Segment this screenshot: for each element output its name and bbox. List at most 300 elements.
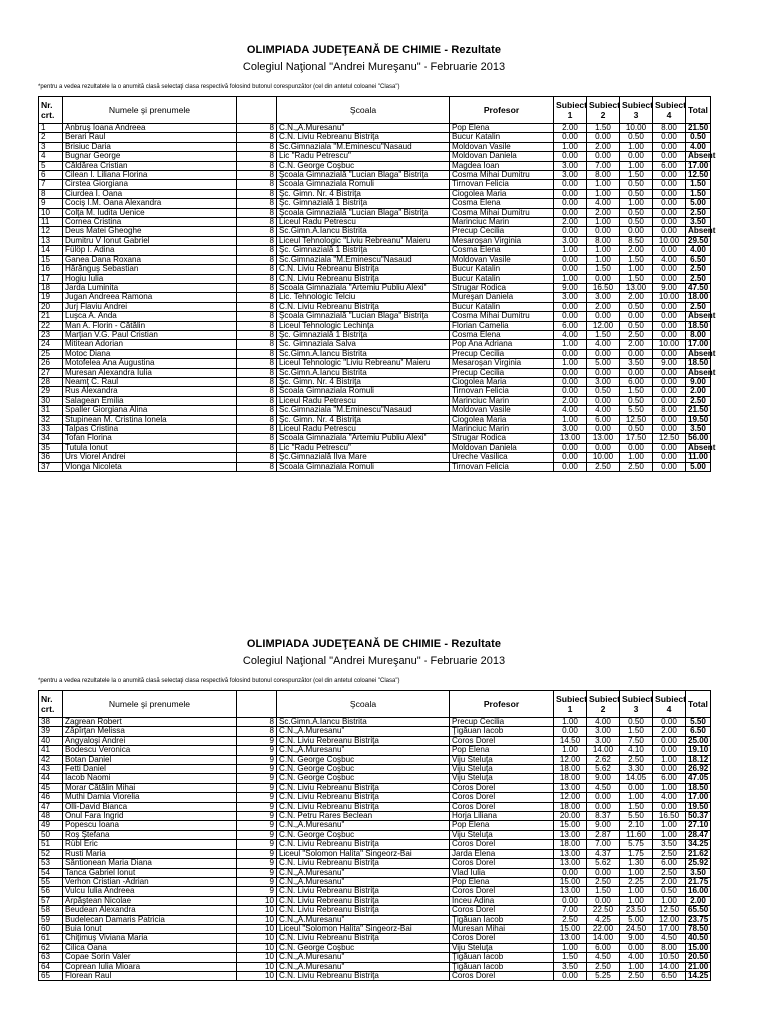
cell-teacher: Bucur Katalin: [450, 133, 554, 142]
cell-class: 9: [237, 812, 277, 821]
cell-school: Sc.Gimnaziala "M.Eminescu"Nasaud: [277, 142, 450, 151]
cell-school: Scoala Gimnaziala Romuli: [277, 180, 450, 189]
cell-subject-2: 2.87: [587, 830, 620, 839]
cell-name: Bugnar George: [63, 152, 237, 161]
cell-subject-4: 0.00: [653, 208, 686, 217]
cell-school: C.N. Liviu Rebreanu Bistriţa: [277, 840, 450, 849]
cell-subject-4: 1.00: [653, 783, 686, 792]
cell-subject-4: 1.00: [653, 755, 686, 764]
cell-class: 8: [237, 283, 277, 292]
cell-subject-2: 0.00: [587, 802, 620, 811]
cell-nr: 57: [39, 896, 63, 905]
cell-subject-1: 18.00: [554, 802, 587, 811]
cell-total: 27.10: [686, 821, 711, 830]
table-row: [39, 180, 711, 189]
cell-class: 9: [237, 755, 277, 764]
cell-nr: 18: [39, 283, 63, 292]
cell-school: Şcoala Gimnazială "Lucian Blaga" Bistriţa: [277, 208, 450, 217]
cell-name: Iacob Naomi: [63, 774, 237, 783]
cell-teacher: Mesaroşan Virginia: [450, 359, 554, 368]
cell-subject-2: 0.00: [587, 274, 620, 283]
cell-class: 8: [237, 189, 277, 198]
cell-class: 8: [237, 368, 277, 377]
cell-total: 2.50: [686, 274, 711, 283]
cell-class: 8: [237, 218, 277, 227]
cell-total: 2.00: [686, 896, 711, 905]
cell-total: 25.00: [686, 736, 711, 745]
table-row: [39, 934, 711, 943]
cell-subject-3: 1.50: [620, 387, 653, 396]
cell-subject-1: 2.50: [554, 915, 587, 924]
cell-subject-3: 1.75: [620, 849, 653, 858]
cell-total: 19.50: [686, 802, 711, 811]
cell-subject-1: 3.00: [554, 171, 587, 180]
cell-nr: 65: [39, 971, 63, 980]
cell-total: 19.50: [686, 415, 711, 424]
cell-subject-4: 8.00: [653, 406, 686, 415]
cell-name: Popescu Ioana: [63, 821, 237, 830]
cell-subject-1: 1.00: [554, 246, 587, 255]
cell-teacher: Pop Elena: [450, 821, 554, 830]
table-header-row: [39, 691, 711, 718]
cell-subject-2: 4.00: [587, 199, 620, 208]
cell-subject-3: 0.50: [620, 218, 653, 227]
cell-teacher: Coros Dorel: [450, 783, 554, 792]
cell-total: Absent: [686, 227, 711, 236]
cell-subject-4: 4.00: [653, 255, 686, 264]
cell-subject-3: 1.50: [620, 802, 653, 811]
table-row: [39, 152, 711, 161]
cell-nr: 62: [39, 943, 63, 952]
cell-nr: 45: [39, 783, 63, 792]
header-subject-4: Subiect 4: [653, 97, 686, 124]
cell-teacher: Ţigăuan Iacob: [450, 962, 554, 971]
cell-nr: 55: [39, 877, 63, 886]
cell-nr: 20: [39, 302, 63, 311]
header-school: Şcoala: [277, 97, 450, 124]
cell-class: 8: [237, 227, 277, 236]
cell-subject-3: 23.50: [620, 906, 653, 915]
cell-nr: 22: [39, 321, 63, 330]
cell-class: 10: [237, 896, 277, 905]
cell-subject-4: 0.00: [653, 453, 686, 462]
cell-total: 2.50: [686, 265, 711, 274]
cell-total: 25.92: [686, 859, 711, 868]
cell-subject-2: 8.00: [587, 171, 620, 180]
cell-total: 56.00: [686, 434, 711, 443]
cell-subject-1: 0.00: [554, 349, 587, 358]
cell-class: 9: [237, 868, 277, 877]
header-class[interactable]: [237, 97, 277, 124]
cell-school: C.N. Liviu Rebreanu Bistriţa: [277, 896, 450, 905]
cell-subject-4: 3.50: [653, 840, 686, 849]
cell-total: 17.00: [686, 793, 711, 802]
cell-name: Fülöp I. Adina: [63, 246, 237, 255]
cell-total: 3.50: [686, 218, 711, 227]
cell-subject-3: 14.05: [620, 774, 653, 783]
cell-teacher: Coros Dorel: [450, 887, 554, 896]
cell-nr: 37: [39, 462, 63, 471]
cell-subject-1: 0.00: [554, 312, 587, 321]
cell-total: 17.00: [686, 340, 711, 349]
cell-school: C.N.„A.Muresanu": [277, 821, 450, 830]
cell-total: 21.75: [686, 877, 711, 886]
table-header-row: [39, 97, 711, 124]
cell-nr: 21: [39, 312, 63, 321]
table-row: [39, 274, 711, 283]
cell-subject-2: 14.00: [587, 746, 620, 755]
cell-class: 8: [237, 236, 277, 245]
cell-subject-2: 10.00: [587, 453, 620, 462]
cell-subject-2: 4.00: [587, 340, 620, 349]
cell-class: 8: [237, 180, 277, 189]
cell-subject-1: 0.00: [554, 265, 587, 274]
cell-school: C.N. Liviu Rebreanu Bistriţa: [277, 906, 450, 915]
cell-subject-4: 10.00: [653, 340, 686, 349]
cell-teacher: Jarda Elena: [450, 849, 554, 858]
table-row: [39, 246, 711, 255]
cell-subject-3: 0.50: [620, 302, 653, 311]
table-row: [39, 840, 711, 849]
header-total: Total: [686, 691, 711, 718]
cell-school: Şc. Gimn. Nr. 4 Bistriţa: [277, 189, 450, 198]
cell-subject-3: 0.50: [620, 425, 653, 434]
cell-school: Scoala Gimnaziala Romuli: [277, 462, 450, 471]
cell-subject-2: 4.00: [587, 406, 620, 415]
cell-class: 9: [237, 840, 277, 849]
table-row: [39, 199, 711, 208]
cell-school: C.N. Liviu Rebreanu Bistriţa: [277, 971, 450, 980]
cell-class: 8: [237, 312, 277, 321]
cell-subject-3: 7.50: [620, 736, 653, 745]
cell-subject-1: 20.00: [554, 812, 587, 821]
cell-name: Bodescu Veronica: [63, 746, 237, 755]
cell-class: 8: [237, 171, 277, 180]
cell-name: Hogiu Iulia: [63, 274, 237, 283]
cell-name: Hărănguş Sebastian: [63, 265, 237, 274]
cell-subject-3: 2.00: [620, 293, 653, 302]
results-section-2: [38, 638, 710, 981]
cell-subject-2: 0.00: [587, 227, 620, 236]
cell-teacher: Viju Steluţa: [450, 765, 554, 774]
cell-nr: 40: [39, 736, 63, 745]
cell-school: C.N.„A.Muresanu": [277, 915, 450, 924]
cell-nr: 30: [39, 396, 63, 405]
cell-subject-2: 5.00: [587, 359, 620, 368]
cell-total: 28.47: [686, 830, 711, 839]
cell-nr: 54: [39, 868, 63, 877]
cell-subject-2: 1.00: [587, 255, 620, 264]
cell-teacher: Bucur Katalin: [450, 274, 554, 283]
cell-subject-1: 2.00: [554, 396, 587, 405]
cell-school: C.N.„A.Muresanu": [277, 877, 450, 886]
cell-total: 19.10: [686, 746, 711, 755]
cell-total: Absent: [686, 152, 711, 161]
cell-subject-2: 8.00: [587, 236, 620, 245]
cell-subject-2: 3.00: [587, 727, 620, 736]
cell-nr: 51: [39, 840, 63, 849]
cell-subject-1: 0.00: [554, 208, 587, 217]
cell-nr: 16: [39, 265, 63, 274]
cell-nr: 25: [39, 349, 63, 358]
cell-name: Fetti Daniel: [63, 765, 237, 774]
cell-school: C.N. George Coşbuc: [277, 765, 450, 774]
cell-name: Săntionean Maria Diana: [63, 859, 237, 868]
cell-nr: 61: [39, 934, 63, 943]
cell-nr: 59: [39, 915, 63, 924]
cell-teacher: Marinciuc Marin: [450, 425, 554, 434]
cell-subject-2: 12.00: [587, 321, 620, 330]
cell-subject-2: 7.00: [587, 161, 620, 170]
cell-teacher: Moldovan Vasile: [450, 406, 554, 415]
cell-school: C.N. George Coşbuc: [277, 774, 450, 783]
cell-teacher: Coros Dorel: [450, 840, 554, 849]
cell-subject-4: 8.00: [653, 124, 686, 133]
cell-nr: 36: [39, 453, 63, 462]
cell-subject-4: 6.00: [653, 774, 686, 783]
cell-name: Spaller Giorgiana Alina: [63, 406, 237, 415]
cell-school: C.N.„A.Muresanu": [277, 953, 450, 962]
cell-subject-4: 10.00: [653, 293, 686, 302]
cell-name: Ciurdea I. Oana: [63, 189, 237, 198]
cell-name: Cilica Oana: [63, 943, 237, 952]
cell-nr: 64: [39, 962, 63, 971]
cell-school: Liceul Tehnologic "Liviu Rebreanu" Maieru: [277, 359, 450, 368]
cell-class: 8: [237, 161, 277, 170]
cell-teacher: Viju Steluţa: [450, 830, 554, 839]
cell-subject-1: 1.00: [554, 142, 587, 151]
cell-total: Absent: [686, 368, 711, 377]
cell-teacher: Cosma Elena: [450, 246, 554, 255]
cell-subject-3: 12.50: [620, 415, 653, 424]
cell-school: Lic "Radu Petrescu": [277, 443, 450, 452]
cell-subject-1: 0.00: [554, 180, 587, 189]
cell-total: 20.50: [686, 953, 711, 962]
cell-teacher: Ţigăuan Iacob: [450, 915, 554, 924]
cell-name: Copae Sorin Valer: [63, 953, 237, 962]
cell-total: 3.50: [686, 868, 711, 877]
cell-teacher: Ciogolea Maria: [450, 189, 554, 198]
cell-subject-3: 1.00: [620, 161, 653, 170]
cell-nr: 39: [39, 727, 63, 736]
cell-teacher: Moldovan Vasile: [450, 255, 554, 264]
cell-teacher: Coros Dorel: [450, 736, 554, 745]
cell-subject-4: 1.00: [653, 896, 686, 905]
header-subject-2: Subiect 2: [587, 691, 620, 718]
cell-total: 1.50: [686, 189, 711, 198]
cell-total: 6.50: [686, 255, 711, 264]
cell-school: C.N. Liviu Rebreanu Bistriţa: [277, 783, 450, 792]
cell-school: C.N. Petru Rares Beclean: [277, 812, 450, 821]
cell-class: 9: [237, 765, 277, 774]
cell-subject-4: 0.00: [653, 180, 686, 189]
header-class[interactable]: [237, 691, 277, 718]
cell-class: 9: [237, 802, 277, 811]
cell-subject-4: 0.00: [653, 199, 686, 208]
cell-subject-1: 1.00: [554, 718, 587, 727]
cell-teacher: Coros Dorel: [450, 906, 554, 915]
cell-name: Verhon Cristian -Adrian: [63, 877, 237, 886]
cell-subject-4: 2.50: [653, 849, 686, 858]
header-subject-1: Subiect 1: [554, 97, 587, 124]
cell-class: 8: [237, 274, 277, 283]
cell-teacher: Viju Steluţa: [450, 943, 554, 952]
cell-total: 15.00: [686, 943, 711, 952]
cell-nr: 23: [39, 330, 63, 339]
cell-total: 47.50: [686, 283, 711, 292]
cell-subject-1: 12.00: [554, 755, 587, 764]
cell-nr: 2: [39, 133, 63, 142]
cell-subject-3: 0.00: [620, 312, 653, 321]
cell-subject-1: 6.00: [554, 321, 587, 330]
cell-subject-2: 5.62: [587, 859, 620, 868]
cell-subject-3: 5.00: [620, 915, 653, 924]
cell-subject-4: 0.00: [653, 387, 686, 396]
table-row: [39, 406, 711, 415]
cell-nr: 27: [39, 368, 63, 377]
cell-subject-1: 0.00: [554, 377, 587, 386]
cell-class: 8: [237, 415, 277, 424]
cell-subject-4: 0.00: [653, 368, 686, 377]
cell-total: 18.12: [686, 755, 711, 764]
cell-total: Absent: [686, 443, 711, 452]
cell-subject-1: 4.00: [554, 330, 587, 339]
cell-nr: 29: [39, 387, 63, 396]
cell-total: 18.50: [686, 359, 711, 368]
cell-nr: 60: [39, 924, 63, 933]
cell-subject-1: 18.00: [554, 765, 587, 774]
cell-subject-2: 6.00: [587, 415, 620, 424]
cell-name: Rus Alexandra: [63, 387, 237, 396]
table-row: [39, 971, 711, 980]
cell-name: Vlonga Nicoleta: [63, 462, 237, 471]
cell-subject-3: 1.00: [620, 962, 653, 971]
cell-subject-3: 0.50: [620, 133, 653, 142]
cell-nr: 46: [39, 793, 63, 802]
results-table: [38, 96, 716, 472]
cell-total: 12.50: [686, 171, 711, 180]
cell-name: Căldărea Cristian: [63, 161, 237, 170]
cell-name: Angyaloşi Andrei: [63, 736, 237, 745]
cell-nr: 43: [39, 765, 63, 774]
cell-subject-3: 2.50: [620, 462, 653, 471]
cell-subject-3: 6.00: [620, 377, 653, 386]
results-table: [38, 690, 711, 981]
cell-subject-4: 0.00: [653, 142, 686, 151]
cell-nr: 14: [39, 246, 63, 255]
cell-school: C.N. Liviu Rebreanu Bistriţa: [277, 302, 450, 311]
cell-class: 8: [237, 265, 277, 274]
cell-nr: 47: [39, 802, 63, 811]
cell-subject-2: 2.00: [587, 208, 620, 217]
cell-total: 65.50: [686, 906, 711, 915]
cell-subject-1: 1.00: [554, 359, 587, 368]
cell-name: Deus Matei Gheoghe: [63, 227, 237, 236]
cell-nr: 1: [39, 124, 63, 133]
cell-nr: 35: [39, 443, 63, 452]
cell-total: 16.00: [686, 887, 711, 896]
cell-total: 4.00: [686, 246, 711, 255]
cell-subject-4: 9.00: [653, 359, 686, 368]
cell-name: Jurj Flaviu Andrei: [63, 302, 237, 311]
cell-teacher: Cosma Elena: [450, 330, 554, 339]
cell-class: 8: [237, 208, 277, 217]
cell-class: 8: [237, 727, 277, 736]
cell-total: 2.50: [686, 396, 711, 405]
cell-subject-2: 5.62: [587, 765, 620, 774]
cell-name: Berari Raul: [63, 133, 237, 142]
cell-nr: 19: [39, 293, 63, 302]
cell-class: 8: [237, 199, 277, 208]
cell-name: Neamţ C. Raul: [63, 377, 237, 386]
cell-name: Buia Ionut: [63, 924, 237, 933]
cell-teacher: Inceu Adina: [450, 896, 554, 905]
cell-subject-4: 0.50: [653, 887, 686, 896]
cell-subject-4: 0.00: [653, 736, 686, 745]
table-row: [39, 868, 711, 877]
cell-total: 11.00: [686, 453, 711, 462]
cell-subject-2: 22.00: [587, 924, 620, 933]
cell-subject-2: 0.50: [587, 387, 620, 396]
cell-school: Lic "Radu Petrescu": [277, 152, 450, 161]
cell-class: 8: [237, 406, 277, 415]
table-row: [39, 953, 711, 962]
cell-teacher: Horja Liliana: [450, 812, 554, 821]
cell-teacher: Precup Cecilia: [450, 368, 554, 377]
cell-subject-1: 3.00: [554, 425, 587, 434]
cell-subject-1: 3.00: [554, 161, 587, 170]
cell-name: Cirstea Giorgiana: [63, 180, 237, 189]
cell-school: C.N. Liviu Rebreanu Bistriţa: [277, 274, 450, 283]
cell-subject-1: 13.00: [554, 849, 587, 858]
cell-total: 26.92: [686, 765, 711, 774]
cell-subject-1: 7.00: [554, 906, 587, 915]
header-teacher: Profesor: [450, 97, 554, 124]
cell-subject-1: 0.00: [554, 255, 587, 264]
cell-class: 8: [237, 321, 277, 330]
cell-school: Scoala Gimnaziala Romuli: [277, 387, 450, 396]
cell-subject-1: 15.00: [554, 877, 587, 886]
cell-subject-1: 9.00: [554, 283, 587, 292]
cell-name: Motofelea Ana Augustina: [63, 359, 237, 368]
cell-subject-2: 9.00: [587, 774, 620, 783]
cell-name: Mititean Adorian: [63, 340, 237, 349]
cell-class: 8: [237, 340, 277, 349]
cell-teacher: Strugar Rodica: [450, 283, 554, 292]
cell-subject-1: 12.00: [554, 793, 587, 802]
cell-subject-1: 3.50: [554, 962, 587, 971]
cell-subject-2: 1.00: [587, 180, 620, 189]
cell-subject-4: 0.00: [653, 802, 686, 811]
cell-subject-3: 2.00: [620, 246, 653, 255]
cell-name: Coprean Iulia Mioara: [63, 962, 237, 971]
cell-subject-2: 1.00: [587, 246, 620, 255]
cell-subject-3: 1.50: [620, 727, 653, 736]
cell-subject-3: 4.00: [620, 953, 653, 962]
cell-subject-2: 8.37: [587, 812, 620, 821]
cell-subject-4: 9.00: [653, 283, 686, 292]
cell-name: Urs Viorel Andrei: [63, 453, 237, 462]
cell-subject-4: 0.00: [653, 321, 686, 330]
cell-subject-1: 13.00: [554, 434, 587, 443]
cell-teacher: Precup Cecilia: [450, 718, 554, 727]
cell-name: Dumitru V Ionut Gabriel: [63, 236, 237, 245]
cell-subject-3: 0.50: [620, 189, 653, 198]
cell-teacher: Viju Steluţa: [450, 755, 554, 764]
cell-subject-2: 5.25: [587, 971, 620, 980]
cell-subject-4: 0.00: [653, 312, 686, 321]
cell-subject-3: 1.00: [620, 265, 653, 274]
